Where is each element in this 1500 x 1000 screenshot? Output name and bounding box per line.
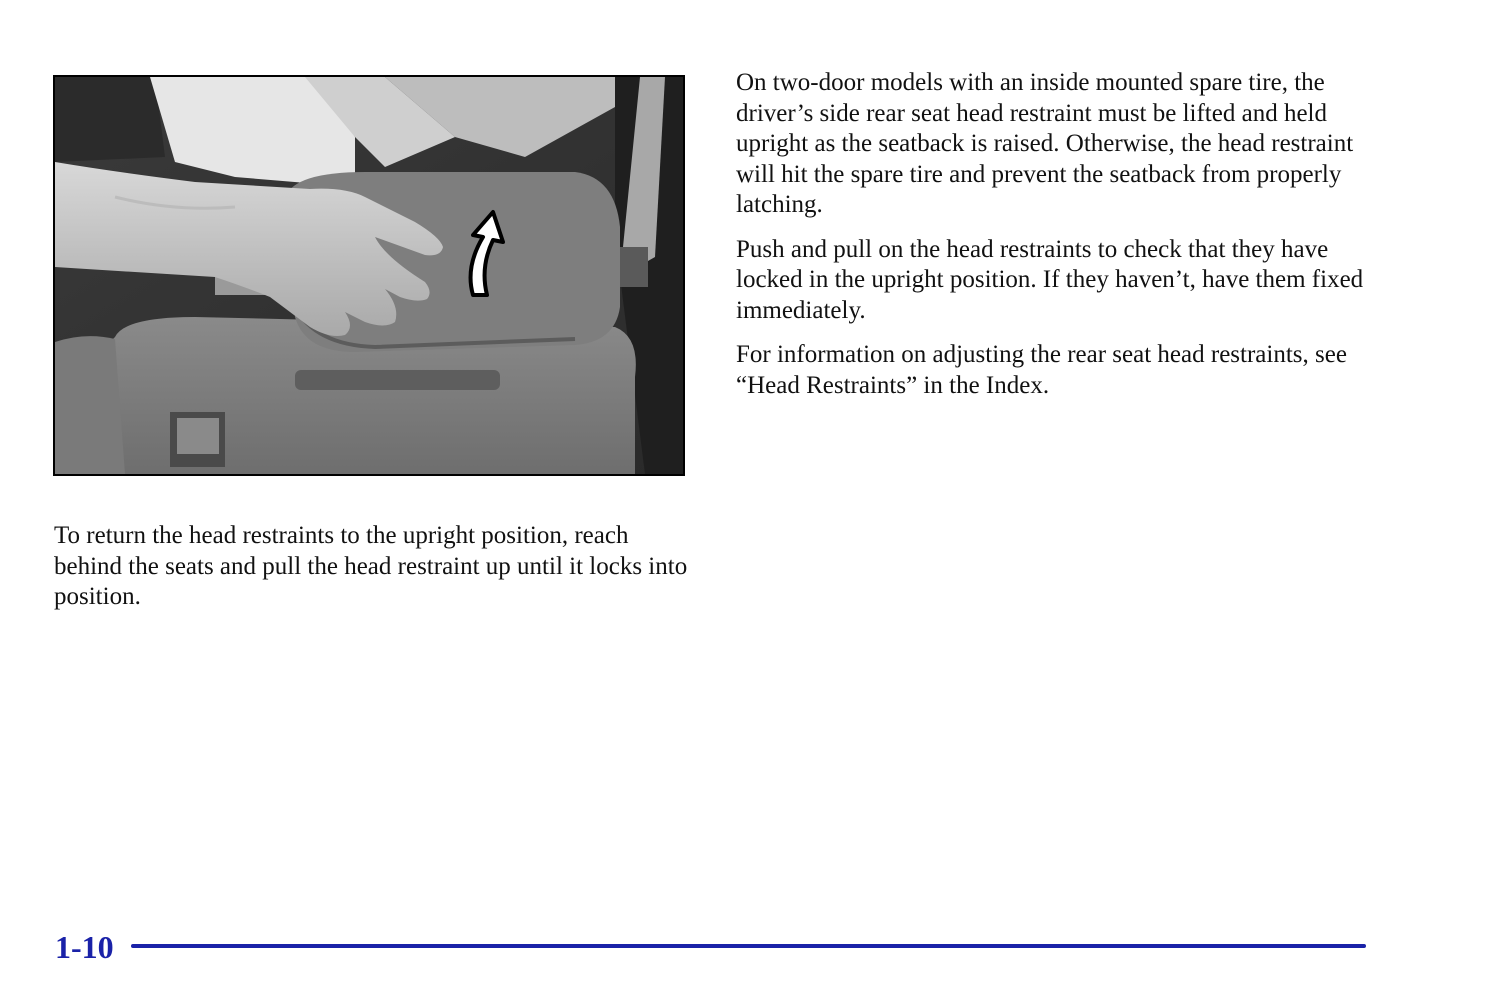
head-restraint-illustration [55,77,683,474]
paragraph-index-reference: For information on adjusting the rear seat head restraints, see “Head Restraints” in the Index. [736,341,1347,399]
right-column-text [736,68,1376,415]
page-footer [55,925,1375,969]
head-restraint-photo [53,75,685,476]
paragraph-spare-tire: On two-door models with an inside mounted spare tire, the driver’s side rear seat head restraint must be lifted and held upright as the seatback is raised. Otherwise, the head restraint will hit the spare tire and prevent the seatback from properly latching. [736,69,1354,218]
figure-caption: To return the head restraints to the upright position, reach behind the seats and pull the head restraint up until it locks into position. [54,522,688,610]
paragraph-check-locked: Push and pull on the head restraints to check that they have locked in the upright position. If they haven’t, have them fixed immediately. [736,235,1364,324]
page-number: 1-10 [55,929,114,965]
footer-rule [131,944,1366,948]
